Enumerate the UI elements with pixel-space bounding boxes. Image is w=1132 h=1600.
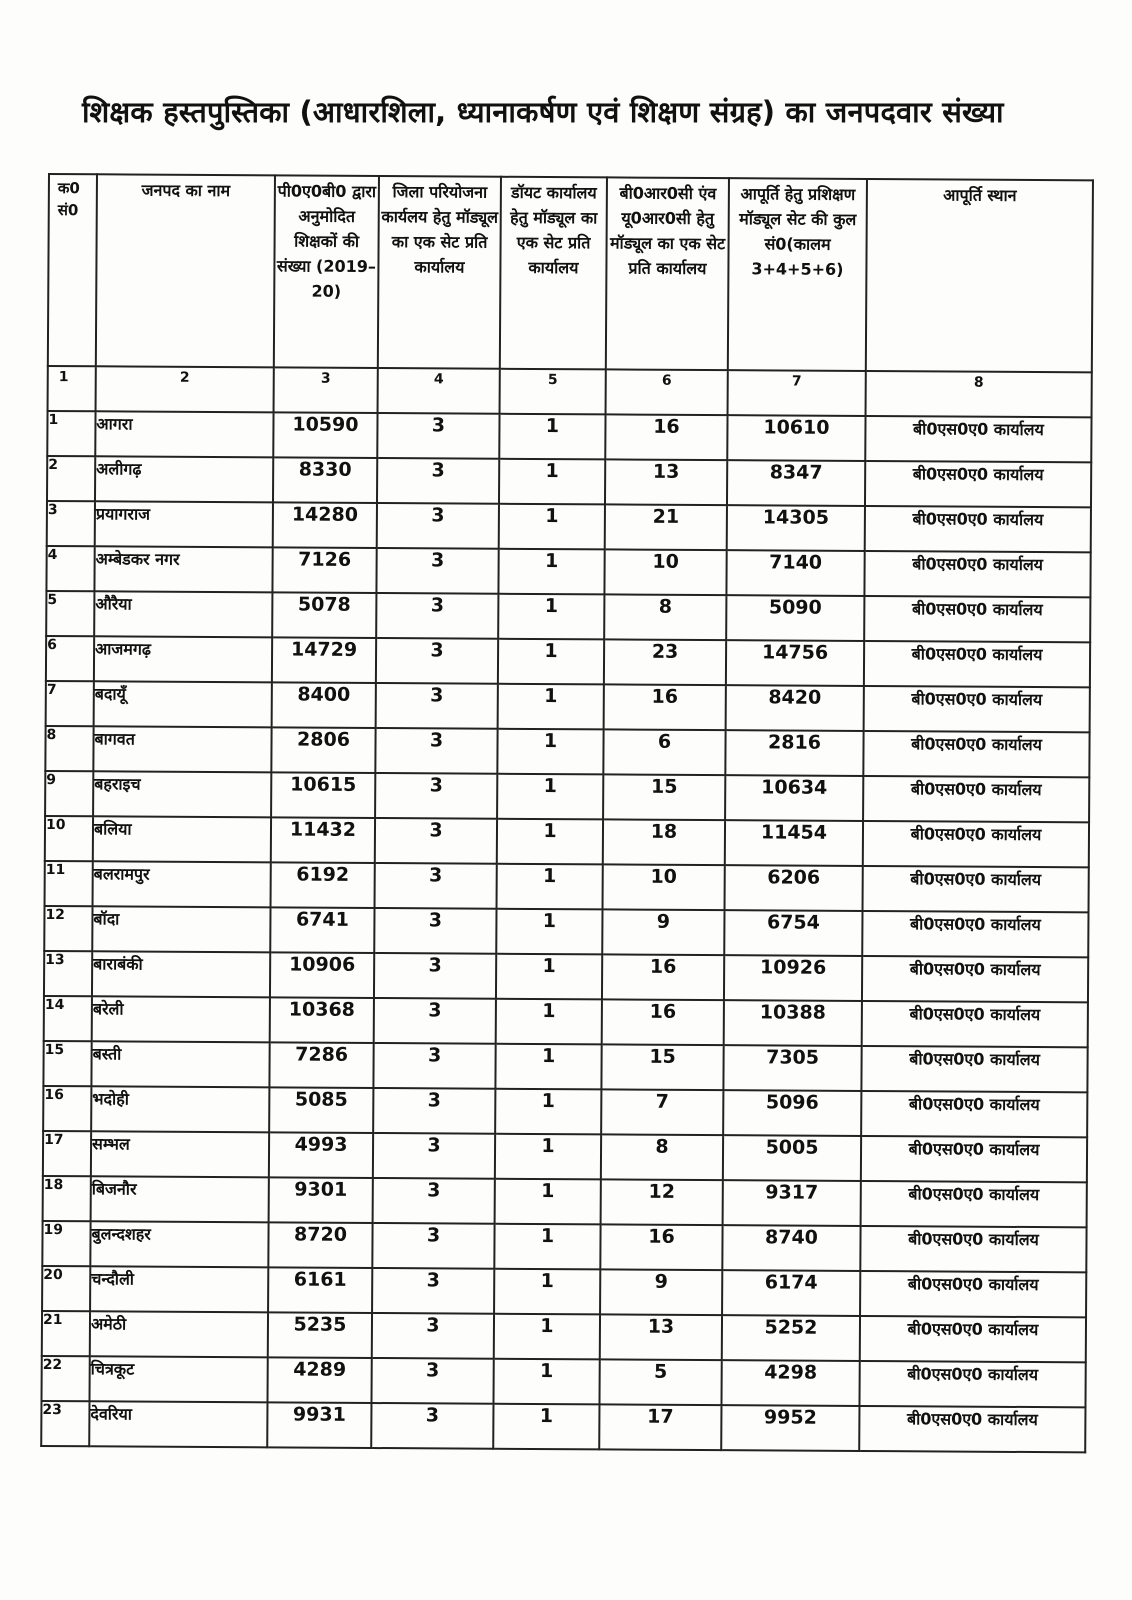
- total-sets-cell: 14305: [727, 505, 865, 551]
- diet-office-sets-cell: 1: [497, 819, 603, 865]
- district-name-cell: बुलन्दशहर: [90, 1221, 268, 1267]
- column-number: 8: [866, 371, 1092, 417]
- brc-urc-sets-cell: 7: [601, 1089, 723, 1135]
- supply-place-cell: बी0एस0ए0 कार्यालय: [859, 1361, 1085, 1407]
- district-office-sets-cell: 3: [375, 863, 497, 909]
- serial-number-cell: 9: [45, 771, 93, 816]
- supply-place-cell: बी0एस0ए0 कार्यालय: [865, 461, 1091, 507]
- table-row: [47, 456, 1091, 507]
- brc-urc-sets-cell: 13: [600, 1314, 722, 1360]
- diet-office-sets-cell: 1: [494, 1269, 600, 1315]
- diet-office-sets-cell: 1: [496, 909, 602, 955]
- table-row: [42, 1266, 1086, 1317]
- total-sets-cell: 9952: [721, 1405, 859, 1451]
- district-office-sets-cell: 3: [375, 773, 497, 819]
- table-row: [44, 951, 1088, 1002]
- supply-place-cell: बी0एस0ए0 कार्यालय: [864, 596, 1090, 642]
- district-office-sets-cell: 3: [372, 1313, 494, 1359]
- column-number: 4: [378, 368, 500, 414]
- diet-office-sets-cell: 1: [499, 459, 605, 505]
- serial-number-cell: 18: [43, 1176, 91, 1221]
- brc-urc-sets-cell: 17: [599, 1404, 721, 1450]
- total-sets-cell: 10610: [727, 415, 865, 461]
- brc-urc-sets-cell: 16: [602, 999, 724, 1045]
- header-teachers: पी0ए0बी0 द्वारा अनुमोदित शिक्षकों की संख्या (2019–20): [274, 175, 379, 368]
- district-office-sets-cell: 3: [376, 593, 498, 639]
- brc-urc-sets-cell: 16: [600, 1224, 722, 1270]
- column-number: 7: [728, 370, 866, 416]
- district-name-cell: सम्भल: [91, 1131, 269, 1177]
- brc-urc-sets-cell: 23: [604, 639, 726, 685]
- brc-urc-sets-cell: 16: [605, 414, 727, 460]
- table-row: [43, 1131, 1087, 1182]
- supply-place-cell: बी0एस0ए0 कार्यालय: [865, 506, 1091, 552]
- teachers-count-cell: 6741: [270, 907, 374, 953]
- supply-place-cell: बी0एस0ए0 कार्यालय: [862, 956, 1088, 1002]
- total-sets-cell: 5096: [723, 1090, 861, 1136]
- district-office-sets-cell: 3: [377, 458, 499, 504]
- serial-number-cell: 17: [43, 1131, 91, 1176]
- table-row: [45, 816, 1089, 867]
- teachers-count-cell: 4289: [267, 1357, 371, 1403]
- district-name-cell: बलिया: [93, 816, 271, 862]
- supply-place-cell: बी0एस0ए0 कार्यालय: [863, 821, 1089, 867]
- district-name-cell: बस्ती: [91, 1041, 269, 1087]
- district-office-sets-cell: 3: [375, 818, 497, 864]
- serial-number-cell: 20: [42, 1266, 90, 1311]
- supply-place-cell: बी0एस0ए0 कार्यालय: [864, 686, 1090, 732]
- diet-office-sets-cell: 1: [496, 999, 602, 1045]
- header-total-sets: आपूर्ति हेतु प्रशिक्षण मॉड्यूल सेट की कुल सं0(कालम 3+4+5+6): [728, 178, 867, 371]
- teachers-count-cell: 9301: [269, 1177, 373, 1223]
- table-row: [47, 411, 1091, 462]
- diet-office-sets-cell: 1: [498, 639, 604, 685]
- teachers-count-cell: 2806: [271, 727, 375, 773]
- district-name-cell: औरैया: [94, 591, 272, 637]
- brc-urc-sets-cell: 9: [602, 909, 724, 955]
- total-sets-cell: 6754: [724, 910, 862, 956]
- teachers-count-cell: 5078: [272, 592, 376, 638]
- brc-urc-sets-cell: 8: [601, 1134, 723, 1180]
- diet-office-sets-cell: 1: [494, 1314, 600, 1360]
- diet-office-sets-cell: 1: [493, 1359, 599, 1405]
- table-row: [46, 591, 1090, 642]
- district-name-cell: चन्दौली: [90, 1266, 268, 1312]
- column-number-row: [48, 366, 1092, 417]
- serial-number-cell: 15: [43, 1041, 91, 1086]
- district-name-cell: देवरिया: [89, 1401, 267, 1447]
- total-sets-cell: 10388: [724, 1000, 862, 1046]
- brc-urc-sets-cell: 12: [601, 1179, 723, 1225]
- brc-urc-sets-cell: 15: [601, 1044, 723, 1090]
- serial-number-cell: 10: [45, 816, 93, 861]
- district-name-cell: बाराबंकी: [92, 951, 270, 997]
- table-row: [46, 636, 1090, 687]
- column-number: 3: [274, 367, 378, 413]
- teachers-count-cell: 9931: [267, 1402, 371, 1448]
- table-row: [41, 1401, 1085, 1452]
- district-name-cell: बिजनौर: [91, 1176, 269, 1222]
- column-number: 2: [96, 366, 274, 412]
- total-sets-cell: 8420: [726, 685, 864, 731]
- teachers-count-cell: 5235: [268, 1312, 372, 1358]
- serial-number-cell: 11: [45, 861, 93, 906]
- district-office-sets-cell: 3: [376, 638, 498, 684]
- table-row: [46, 681, 1090, 732]
- teachers-count-cell: 5085: [269, 1087, 373, 1133]
- diet-office-sets-cell: 1: [495, 1044, 601, 1090]
- brc-urc-sets-cell: 10: [604, 549, 726, 595]
- district-name-cell: आजमगढ़: [94, 636, 272, 682]
- district-name-cell: अलीगढ़: [95, 456, 273, 502]
- district-name-cell: बॉदा: [92, 906, 270, 952]
- serial-number-cell: 7: [46, 681, 94, 726]
- brc-urc-sets-cell: 8: [604, 594, 726, 640]
- brc-urc-sets-cell: 15: [603, 774, 725, 820]
- district-office-sets-cell: 3: [376, 548, 498, 594]
- serial-number-cell: 22: [41, 1356, 89, 1401]
- table-row: [45, 771, 1089, 822]
- supply-place-cell: बी0एस0ए0 कार्यालय: [863, 866, 1089, 912]
- serial-number-cell: 3: [47, 501, 95, 546]
- district-office-sets-cell: 3: [377, 503, 499, 549]
- district-office-sets-cell: 3: [373, 1133, 495, 1179]
- table-row: [42, 1311, 1086, 1362]
- supply-place-cell: बी0एस0ए0 कार्यालय: [863, 776, 1089, 822]
- header-supply-place: आपूर्ति स्थान: [866, 179, 1093, 372]
- total-sets-cell: 5090: [726, 595, 864, 641]
- supply-place-cell: बी0एस0ए0 कार्यालय: [865, 416, 1091, 462]
- total-sets-cell: 9317: [723, 1180, 861, 1226]
- serial-number-cell: 1: [47, 411, 95, 456]
- serial-number-cell: 23: [41, 1401, 89, 1446]
- total-sets-cell: 10634: [725, 775, 863, 821]
- diet-office-sets-cell: 1: [498, 549, 604, 595]
- teachers-count-cell: 10615: [271, 772, 375, 818]
- header-serial: क0 सं0: [48, 174, 97, 366]
- supply-place-cell: बी0एस0ए0 कार्यालय: [864, 641, 1090, 687]
- total-sets-cell: 8740: [722, 1225, 860, 1271]
- total-sets-cell: 5005: [723, 1135, 861, 1181]
- total-sets-cell: 8347: [727, 460, 865, 506]
- district-name-cell: आगरा: [95, 411, 273, 457]
- district-name-cell: प्रयागराज: [95, 501, 273, 547]
- supply-place-cell: बी0एस0ए0 कार्यालय: [864, 551, 1090, 597]
- total-sets-cell: 7305: [723, 1045, 861, 1091]
- diet-office-sets-cell: 1: [495, 1134, 601, 1180]
- table-row: [44, 996, 1088, 1047]
- serial-number-cell: 13: [44, 951, 92, 996]
- total-sets-cell: 6206: [725, 865, 863, 911]
- teachers-count-cell: 11432: [271, 817, 375, 863]
- teachers-count-cell: 4993: [269, 1132, 373, 1178]
- supply-place-cell: बी0एस0ए0 कार्यालय: [862, 911, 1088, 957]
- column-number: 5: [500, 369, 606, 415]
- district-name-cell: बरेली: [92, 996, 270, 1042]
- header-brc-urc: बी0आर0सी एंव यू0आर0सी हेतु मॉड्यूल का एक सेट प्रति कार्यालय: [606, 177, 729, 370]
- district-office-sets-cell: 3: [374, 953, 496, 999]
- brc-urc-sets-cell: 9: [600, 1269, 722, 1315]
- serial-number-cell: 16: [43, 1086, 91, 1131]
- diet-office-sets-cell: 1: [497, 729, 603, 775]
- serial-number-cell: 12: [44, 906, 92, 951]
- brc-urc-sets-cell: 16: [602, 954, 724, 1000]
- table-row: [42, 1221, 1086, 1272]
- table-row: [45, 726, 1089, 777]
- page-title: शिक्षक हस्तपुस्तिका (आधारशिला, ध्यानाकर्षण एवं शिक्षण संग्रह) का जनपदवार संख्या: [82, 95, 1004, 129]
- total-sets-cell: 2816: [725, 730, 863, 776]
- serial-number-cell: 6: [46, 636, 94, 681]
- district-name-cell: चित्रकूट: [89, 1356, 267, 1402]
- teachers-count-cell: 7126: [272, 547, 376, 593]
- teachers-count-cell: 6161: [268, 1267, 372, 1313]
- district-name-cell: बागवत: [93, 726, 271, 772]
- district-office-sets-cell: 3: [374, 998, 496, 1044]
- header-row: [48, 174, 1093, 372]
- teachers-count-cell: 10590: [273, 412, 377, 458]
- total-sets-cell: 10926: [724, 955, 862, 1001]
- district-office-sets-cell: 3: [376, 683, 498, 729]
- teachers-count-cell: 10368: [270, 997, 374, 1043]
- diet-office-sets-cell: 1: [499, 414, 605, 460]
- brc-urc-sets-cell: 10: [603, 864, 725, 910]
- header-diet-office: डॉयट कार्यालय हेतु मॉड्यूल का एक सेट प्रति कार्यालय: [500, 177, 607, 370]
- district-office-sets-cell: 3: [372, 1223, 494, 1269]
- diet-office-sets-cell: 1: [499, 504, 605, 550]
- district-office-sets-cell: 3: [373, 1043, 495, 1089]
- teachers-count-cell: 10906: [270, 952, 374, 998]
- serial-number-cell: 8: [45, 726, 93, 771]
- serial-number-cell: 14: [44, 996, 92, 1041]
- brc-urc-sets-cell: 5: [599, 1359, 721, 1405]
- table-row: [45, 861, 1089, 912]
- header-district: जनपद का नाम: [96, 174, 275, 367]
- supply-place-cell: बी0एस0ए0 कार्यालय: [861, 1091, 1087, 1137]
- district-office-sets-cell: 3: [375, 728, 497, 774]
- serial-number-cell: 21: [42, 1311, 90, 1356]
- serial-number-cell: 5: [46, 591, 94, 636]
- district-name-cell: भदोही: [91, 1086, 269, 1132]
- district-name-cell: अमेठी: [90, 1311, 268, 1357]
- supply-place-cell: बी0एस0ए0 कार्यालय: [860, 1271, 1086, 1317]
- diet-office-sets-cell: 1: [497, 864, 603, 910]
- district-office-sets-cell: 3: [374, 908, 496, 954]
- district-office-sets-cell: 3: [373, 1088, 495, 1134]
- table-row: [43, 1176, 1087, 1227]
- diet-office-sets-cell: 1: [495, 1089, 601, 1135]
- total-sets-cell: 11454: [725, 820, 863, 866]
- district-name-cell: बलरामपुर: [93, 861, 271, 907]
- district-office-sets-cell: 3: [377, 413, 499, 459]
- teachers-count-cell: 8330: [273, 457, 377, 503]
- table-row: [43, 1041, 1087, 1092]
- diet-office-sets-cell: 1: [498, 684, 604, 730]
- total-sets-cell: 5252: [722, 1315, 860, 1361]
- diet-office-sets-cell: 1: [494, 1224, 600, 1270]
- brc-urc-sets-cell: 21: [605, 504, 727, 550]
- district-office-sets-cell: 3: [371, 1358, 493, 1404]
- district-office-sets-cell: 3: [373, 1178, 495, 1224]
- supply-place-cell: बी0एस0ए0 कार्यालय: [861, 1136, 1087, 1182]
- column-number: 1: [48, 366, 96, 411]
- header-district-office: जिला परियोजना कार्यलय हेतु मॉड्यूल का एक सेट प्रति कार्यालय: [378, 176, 501, 369]
- total-sets-cell: 14756: [726, 640, 864, 686]
- brc-urc-sets-cell: 18: [603, 819, 725, 865]
- district-office-sets-cell: 3: [372, 1268, 494, 1314]
- column-number: 6: [606, 369, 728, 415]
- diet-office-sets-cell: 1: [495, 1179, 601, 1225]
- total-sets-cell: 6174: [722, 1270, 860, 1316]
- serial-number-cell: 2: [47, 456, 95, 501]
- supply-place-cell: बी0एस0ए0 कार्यालय: [863, 731, 1089, 777]
- supply-place-cell: बी0एस0ए0 कार्यालय: [859, 1406, 1085, 1452]
- district-table: [40, 173, 1094, 1453]
- table-row: [47, 501, 1091, 552]
- teachers-count-cell: 8400: [272, 682, 376, 728]
- serial-number-cell: 4: [46, 546, 94, 591]
- supply-place-cell: बी0एस0ए0 कार्यालय: [860, 1316, 1086, 1362]
- table-row: [43, 1086, 1087, 1137]
- supply-place-cell: बी0एस0ए0 कार्यालय: [862, 1001, 1088, 1047]
- brc-urc-sets-cell: 13: [605, 459, 727, 505]
- table-row: [44, 906, 1088, 957]
- diet-office-sets-cell: 1: [493, 1404, 599, 1450]
- total-sets-cell: 7140: [726, 550, 864, 596]
- table-row: [46, 546, 1090, 597]
- diet-office-sets-cell: 1: [497, 774, 603, 820]
- supply-place-cell: बी0एस0ए0 कार्यालय: [861, 1181, 1087, 1227]
- teachers-count-cell: 7286: [269, 1042, 373, 1088]
- district-name-cell: बदायूँ: [94, 681, 272, 727]
- teachers-count-cell: 14729: [272, 637, 376, 683]
- serial-number-cell: 19: [42, 1221, 90, 1266]
- teachers-count-cell: 8720: [268, 1222, 372, 1268]
- district-name-cell: बहराइच: [93, 771, 271, 817]
- brc-urc-sets-cell: 16: [604, 684, 726, 730]
- district-name-cell: अम्बेडकर नगर: [94, 546, 272, 592]
- district-office-sets-cell: 3: [371, 1403, 493, 1449]
- supply-place-cell: बी0एस0ए0 कार्यालय: [860, 1226, 1086, 1272]
- diet-office-sets-cell: 1: [498, 594, 604, 640]
- diet-office-sets-cell: 1: [496, 954, 602, 1000]
- teachers-count-cell: 14280: [273, 502, 377, 548]
- teachers-count-cell: 6192: [271, 862, 375, 908]
- table-row: [41, 1356, 1085, 1407]
- supply-place-cell: बी0एस0ए0 कार्यालय: [861, 1046, 1087, 1092]
- brc-urc-sets-cell: 6: [603, 729, 725, 775]
- total-sets-cell: 4298: [721, 1360, 859, 1406]
